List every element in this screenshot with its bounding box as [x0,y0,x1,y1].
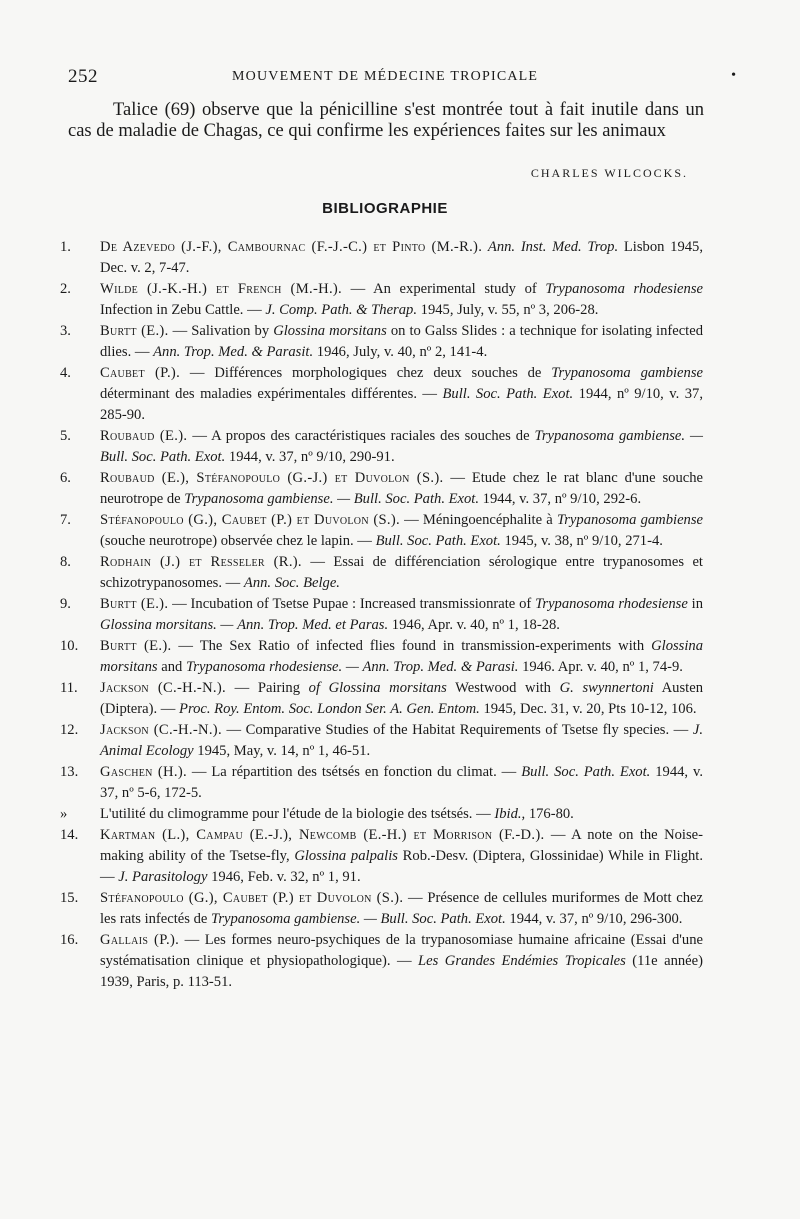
ref-details: 1944, v. 37, nº 5-6, 172-5. [100,764,703,801]
ref-species-name: Trypanosoma gambiense [556,512,704,528]
ref-journal: Les Grandes Endémies Tropicales [418,953,626,969]
ref-authors: Stéfanopoulo (G.), Caubet (P.) et Duvolon (S.). [100,512,400,528]
ref-details: 1946. Apr. v. 40, nº 1, 74-9. [522,659,683,675]
ref-authors: De Azevedo (J.-F.), Cambournac (F.-J.-C.) et Pinto (M.-R.). [100,239,483,255]
ref-authors: Stéfanopoulo (G.), Caubet (P.) et Duvolon (S.). [100,890,404,906]
ref-species-name: Glossina morsitans [273,323,387,339]
ref-authors: Roubaud (E.), Stéfanopoulo (G.-J.) et Duvolon (S.). [100,470,444,486]
ref-journal: Ann. Soc. Belge. [243,575,340,591]
ref-title: — Etude chez le rat blanc d'une souche neurotrope de [100,470,703,507]
ref-species-name: G. swynnertoni [559,680,654,696]
ref-journal: Bull. Soc. Path. Exot. [375,533,501,549]
ref-species-name: Glossina morsitans. — [100,617,234,633]
ref-details: 1944, nº 9/10, v. 37, 285-90. [100,386,703,423]
ref-title: — Salivation by [172,323,270,339]
ref-title: — Présence de cellules muriformes de Mott chez les rats infectés de [100,890,704,927]
ref-journal: Bull. Soc. Path. Exot. [521,764,651,780]
ref-number: 6. [60,470,71,486]
ref-authors: Burtt (E.). [100,596,169,612]
ref-journal: Bull. Soc. Path. Exot. [380,911,506,927]
reference-entry [60,510,704,552]
page-number: 252 [68,66,98,87]
ref-authors: Jackson (C.-H.-N.). [100,722,222,738]
bibliography-heading: BIBLIOGRAPHIE [322,200,448,217]
ref-species-name: Trypanosoma rhodesiense [545,281,703,297]
ref-details: (11e année) 1939, Paris, p. 113-51. [100,953,703,990]
ref-number: 12. [60,722,79,738]
reference-entry [60,678,703,720]
ref-journal: Ibid., [494,806,526,822]
ref-number: 15. [60,890,79,906]
ref-title-continued: Westwood with [455,680,551,696]
ref-title: — A note on the Noise-making ability of the Tsetse-fly, [100,827,703,864]
ref-details: 176-80. [528,806,574,822]
reference-entry [60,237,703,279]
ref-authors: Roubaud (E.). [100,428,188,444]
intro-paragraph: Talice (69) observe que la pénicilline s'est montrée tout à fait inutile dans un cas de maladie de Chagas, ce qui confirme les expériences faites sur les animaux [68,100,704,141]
ref-details: 1945, July, v. 55, nº 3, 206-28. [420,302,599,318]
ref-details: 1946, Apr. v. 40, nº 1, 18-28. [391,617,560,633]
ref-authors: Kartman (L.), Campau (E.-J.), Newcomb (E.-H.) et Morrison (F.-D.). [100,827,545,843]
ref-title-continued: in [691,596,703,612]
ref-species-name: Trypanosoma gambiense. — [534,428,704,444]
ref-title: — Méningoencéphalite à [404,512,553,528]
header-bullet: • [731,68,736,83]
reference-entry [60,930,704,993]
ref-title-continued: déterminant des maladies expérimentales différentes. — [100,386,438,402]
ref-authors: Rodhain (J.) et Resseler (R.). [100,554,302,570]
ref-number: 5. [60,428,71,444]
ref-title: — Comparative Studies of the Habitat Requirements of Tsetse fly species. — [226,722,689,738]
reference-entry [60,594,703,636]
ref-title: — The Sex Ratio of infected flies found in transmission-experiments with [178,638,645,654]
ref-number: 8. [60,554,71,570]
running-title: MOUVEMENT DE MÉDECINE TROPICALE [232,69,539,84]
ref-title-continued: and [161,659,183,675]
page-header [68,66,736,90]
ref-authors: Gaschen (H.). [100,764,187,780]
ref-title: — La répartition des tsétsés en fonction du climat. — [191,764,517,780]
ref-journal: Ann. Trop. Med. & Parasit. [153,344,314,360]
ref-number: 2. [60,281,71,297]
ref-authors: Wilde (J.-K.-H.) et French (M.-H.). [100,281,342,297]
ref-title: — An experimental study of [350,281,537,297]
ref-title: L'utilité du climogramme pour l'étude de la biologie des tsétsés. — [100,806,491,822]
ref-number: 3. [60,323,71,339]
ref-title-continued: Rob.-Desv. (Diptera, Glossinidae) While in Flight. — [100,848,703,885]
ref-journal: Bull. Soc. Path. Exot. [100,449,226,465]
ref-details: 1944, v. 37, nº 9/10, 290-91. [228,449,395,465]
reference-entry [60,363,703,426]
ref-details: 1946, Feb. v. 32, nº 1, 91. [211,869,361,885]
ref-journal: Bull. Soc. Path. Exot. [353,491,480,507]
ref-title: — Les formes neuro-psychiques de la trypanosomiase humaine africaine (Essai d'une systématisation clinique et physiopathologique). — [100,932,704,969]
reference-entry [60,468,703,510]
ref-number: 7. [60,512,71,528]
bibliography-list [60,237,704,993]
ref-journal: Ann. Trop. Med. & Parasi. [362,659,519,675]
reference-entry [60,762,703,804]
ref-number: 16. [60,932,79,948]
ref-journal: Bull. Soc. Path. Exot. [442,386,574,402]
ref-details: Lisbon 1945, Dec. v. 2, 7-47. [100,239,703,276]
ref-title-continued: Infection in Zebu Cattle. — [100,302,262,318]
ref-authors: Gallais (P.). [100,932,180,948]
ref-authors: Burtt (E.). [100,638,172,654]
ref-species-name: Trypanosoma rhodesiense. — [185,659,359,675]
ref-authors: Jackson (C.-H.-N.). [100,680,226,696]
ref-journal: J. Parasitology [118,869,208,885]
ref-journal: J. Animal Ecology [100,722,703,759]
ref-title: — Incubation of Tsetse Pupae : Increased transmissionrate of [172,596,532,612]
reference-entry [60,552,703,594]
ref-species-name: Trypanosoma gambiense [551,365,703,381]
reference-entry [60,321,704,363]
ref-species-name: Glossina morsitans [100,638,703,675]
ref-number: 10. [60,638,79,654]
reference-entry [60,279,703,321]
ref-title-continued: Austen (Diptera). — [100,680,703,717]
ref-title: — Pairing [234,680,301,696]
ref-authors: Caubet (P.). [100,365,181,381]
ref-title: — Essai de différenciation sérologique entre trypanosomes et schizotrypanosomes. — [100,554,703,591]
ref-details: 1944, v. 37, nº 9/10, 296-300. [509,911,683,927]
reference-entry [60,426,704,468]
ref-title: — Différences morphologiques chez deux souches de [189,365,542,381]
ref-details: 1944, v. 37, nº 9/10, 292-6. [482,491,642,507]
ref-journal: Ann. Inst. Med. Trop. [487,239,619,255]
reference-entry [60,804,703,825]
ref-details: 1945, May, v. 14, nº 1, 46-51. [197,743,371,759]
ref-details: 1946, July, v. 40, nº 2, 141-4. [316,344,488,360]
ref-species-name: Trypanosoma rhodesiense [535,596,688,612]
ref-species-name: Trypanosoma gambiense. — [211,911,377,927]
ref-number: 11. [60,680,78,696]
ref-journal: Ann. Trop. Med. et Paras. [237,617,389,633]
reference-entry [60,825,703,888]
reference-entry [60,888,704,930]
ref-number: » [60,806,68,822]
ref-journal: Proc. Roy. Entom. Soc. London Ser. A. Gen. Entom. [179,701,480,717]
ref-title-continued: on to Galss Slides : a technique for isolating infected dlies. — [100,323,704,360]
ref-number: 1. [60,239,71,255]
ref-title-continued: (souche neurotrope) observée chez le lapin. — [100,533,372,549]
author-signature: CHARLES WILCOCKS. [530,166,688,180]
ref-number: 13. [60,764,79,780]
ref-number: 9. [60,596,71,612]
ref-details: 1945, Dec. 31, v. 20, Pts 10-12, 106. [483,701,697,717]
ref-species-name: Glossina palpalis [294,848,398,864]
ref-species-name: Trypanosoma gambiense. — [184,491,351,507]
reference-entry [60,636,703,678]
ref-species-name: of Glossina morsitans [308,680,447,696]
ref-title: — A propos des caractéristiques raciales des souches de [192,428,530,444]
ref-authors: Burtt (E.). [100,323,169,339]
ref-number: 14. [60,827,79,843]
ref-number: 4. [60,365,71,381]
reference-entry [60,720,703,762]
ref-details: 1945, v. 38, nº 9/10, 271-4. [504,533,663,549]
ref-journal: J. Comp. Path. & Therap. [265,302,417,318]
